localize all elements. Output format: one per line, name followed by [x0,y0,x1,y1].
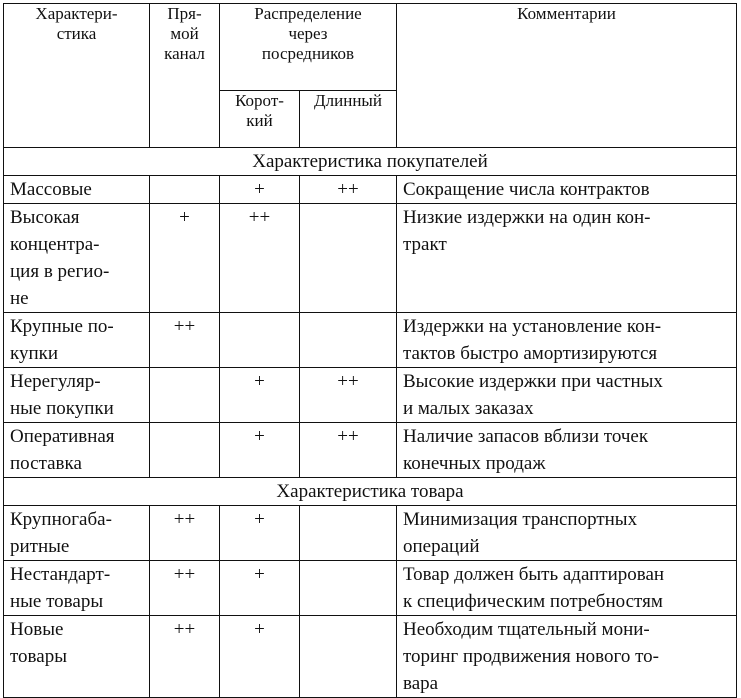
table-row [4,204,737,313]
header-direct-channel: Пря- мой канал [150,4,220,148]
long-channel-cell [300,313,397,368]
characteristic-cell: Нестандарт- ные товары [4,561,150,616]
long-channel-cell [300,561,397,616]
header-long-channel: Длинный [300,91,397,148]
short-channel-cell: + [220,176,300,204]
header-characteristic: Характери- стика [4,4,150,148]
table-row [4,561,737,616]
short-channel-cell: ++ [220,204,300,313]
characteristic-cell: Высокая концентра- ция в регио- не [4,204,150,313]
comment-cell: Наличие запасов вблизи точек конечных продаж [397,423,737,478]
table-row [4,176,737,204]
short-channel-cell: + [220,423,300,478]
short-channel-cell: + [220,506,300,561]
header-short-channel: Корот- кий [220,91,300,148]
comment-cell: Высокие издержки при частных и малых заказах [397,368,737,423]
header-row-1 [4,4,737,91]
direct-channel-cell: ++ [150,561,220,616]
header-distribution: Распределение через посредников [220,4,397,91]
direct-channel-cell [150,176,220,204]
long-channel-cell [300,204,397,313]
short-channel-cell: + [220,368,300,423]
section-row [4,478,737,506]
characteristic-cell: Массовые [4,176,150,204]
header-comments: Комментарии [397,4,737,148]
comment-cell: Минимизация транспортных операций [397,506,737,561]
section-row [4,148,737,176]
long-channel-cell: ++ [300,176,397,204]
long-channel-cell: ++ [300,423,397,478]
short-channel-cell: + [220,616,300,698]
short-channel-cell: + [220,561,300,616]
table-row [4,313,737,368]
direct-channel-cell: + [150,204,220,313]
table-row [4,506,737,561]
direct-channel-cell: ++ [150,616,220,698]
comment-cell: Товар должен быть адаптирован к специфическим потребностям [397,561,737,616]
characteristic-cell: Нерегуляр- ные покупки [4,368,150,423]
characteristic-cell: Крупногаба- ритные [4,506,150,561]
comment-cell: Необходим тщательный мони- торинг продвижения нового то- вара [397,616,737,698]
characteristic-cell: Оперативная поставка [4,423,150,478]
long-channel-cell [300,506,397,561]
table-body [4,148,737,698]
table-row [4,423,737,478]
section-title: Характеристика товара [4,478,737,506]
direct-channel-cell [150,423,220,478]
characteristic-cell: Новые товары [4,616,150,698]
short-channel-cell [220,313,300,368]
comment-cell: Издержки на установление кон- тактов быстро амортизируются [397,313,737,368]
long-channel-cell [300,616,397,698]
direct-channel-cell: ++ [150,506,220,561]
direct-channel-cell: ++ [150,313,220,368]
comment-cell: Низкие издержки на один кон- тракт [397,204,737,313]
comment-cell: Сокращение числа контрактов [397,176,737,204]
section-title: Характеристика покупателей [4,148,737,176]
table-row [4,616,737,698]
table-row [4,368,737,423]
long-channel-cell: ++ [300,368,397,423]
channel-selection-table [3,3,737,698]
characteristic-cell: Крупные по- купки [4,313,150,368]
direct-channel-cell [150,368,220,423]
